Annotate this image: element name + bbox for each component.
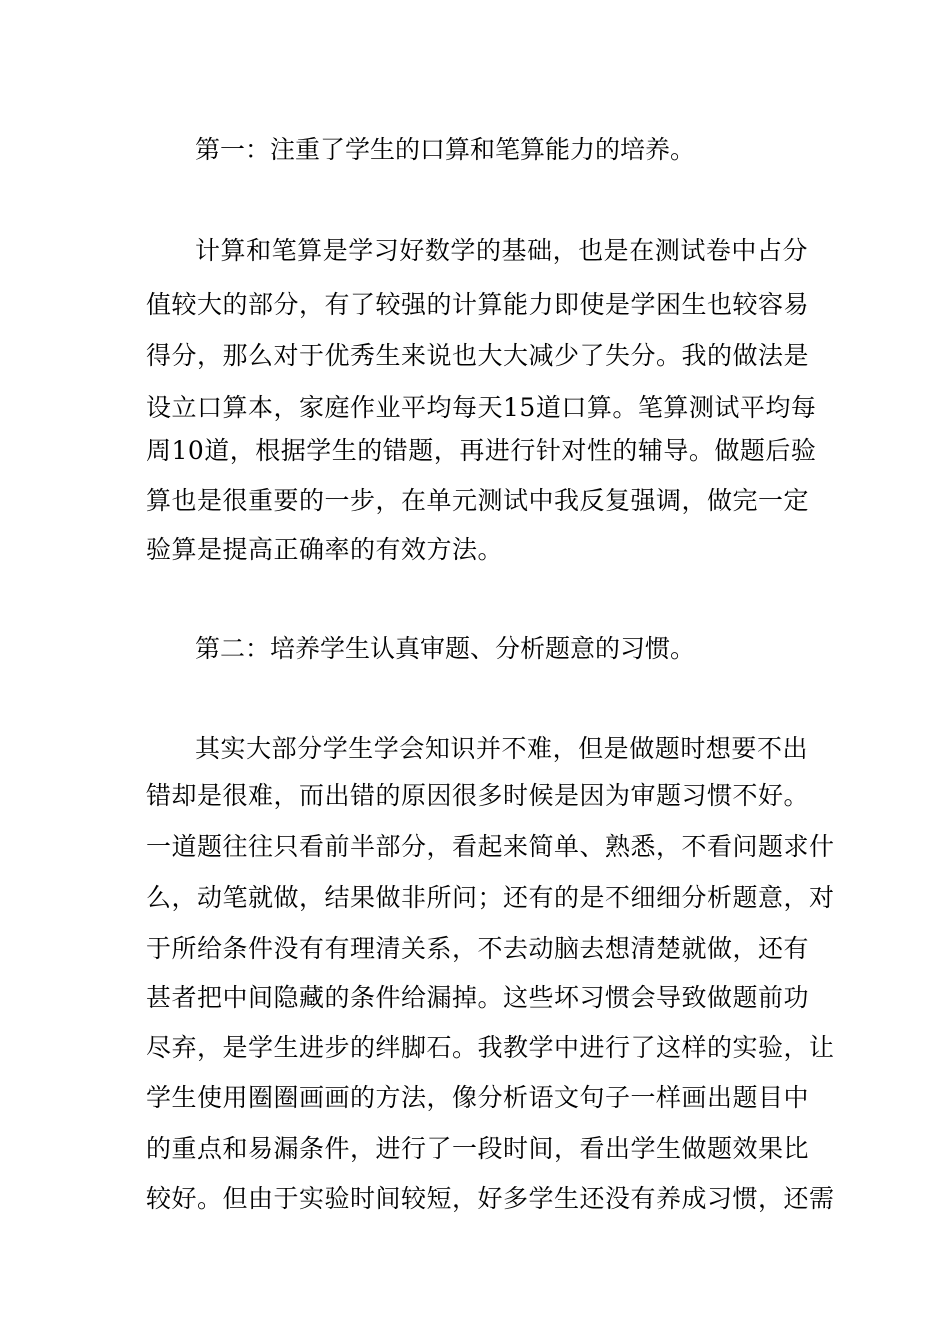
paragraph-2-line: 于所给条件没有有理清关系，不去动脑去想清楚就做，还有 (146, 934, 810, 963)
paragraph-1-line: 验算是提高正确率的有效方法。 (146, 535, 504, 564)
paragraph-2-line: 尽弃，是学生进步的绊脚石。我教学中进行了这样的实验，让 (146, 1033, 835, 1062)
paragraph-1-line: 周10道，根据学生的错题，再进行针对性的辅导。做题后验 (146, 436, 817, 465)
paragraph-1-line: 算也是很重要的一步，在单元测试中我反复强调，做完一定 (146, 486, 810, 515)
paragraph-2-line: 一道题往往只看前半部分，看起来简单、熟悉，不看问题求什 (146, 832, 835, 861)
paragraph-2-line: 的重点和易漏条件，进行了一段时间，看出学生做题效果比 (146, 1134, 810, 1163)
section-heading-2: 第二：培养学生认真审题、分析题意的习惯。 (195, 634, 696, 663)
paragraph-1-line: 得分，那么对于优秀生来说也大大减少了失分。我的做法是 (146, 341, 810, 370)
section-heading-1: 第一：注重了学生的口算和笔算能力的培养。 (195, 135, 696, 164)
paragraph-1-line: 计算和笔算是学习好数学的基础，也是在测试卷中占分 (195, 236, 808, 265)
paragraph-2-line: 其实大部分学生学会知识并不难，但是做题时想要不出 (195, 734, 808, 763)
paragraph-1-line: 值较大的部分，有了较强的计算能力即使是学困生也较容易 (146, 290, 810, 319)
paragraph-2-line: 甚者把中间隐藏的条件给漏掉。这些坏习惯会导致做题前功 (146, 983, 810, 1012)
paragraph-1-line: 设立口算本，家庭作业平均每天15道口算。笔算测试平均每 (146, 393, 817, 422)
paragraph-2-line: 错却是很难，而出错的原因很多时候是因为审题习惯不好。 (146, 781, 810, 810)
paragraph-2-line: 较好。但由于实验时间较短，好多学生还没有养成习惯，还需 (146, 1184, 835, 1213)
paragraph-2-line: 么，动笔就做，结果做非所问；还有的是不细细分析题意，对 (146, 883, 835, 912)
paragraph-2-line: 学生使用圈圈画画的方法，像分析语文句子一样画出题目中 (146, 1083, 810, 1112)
